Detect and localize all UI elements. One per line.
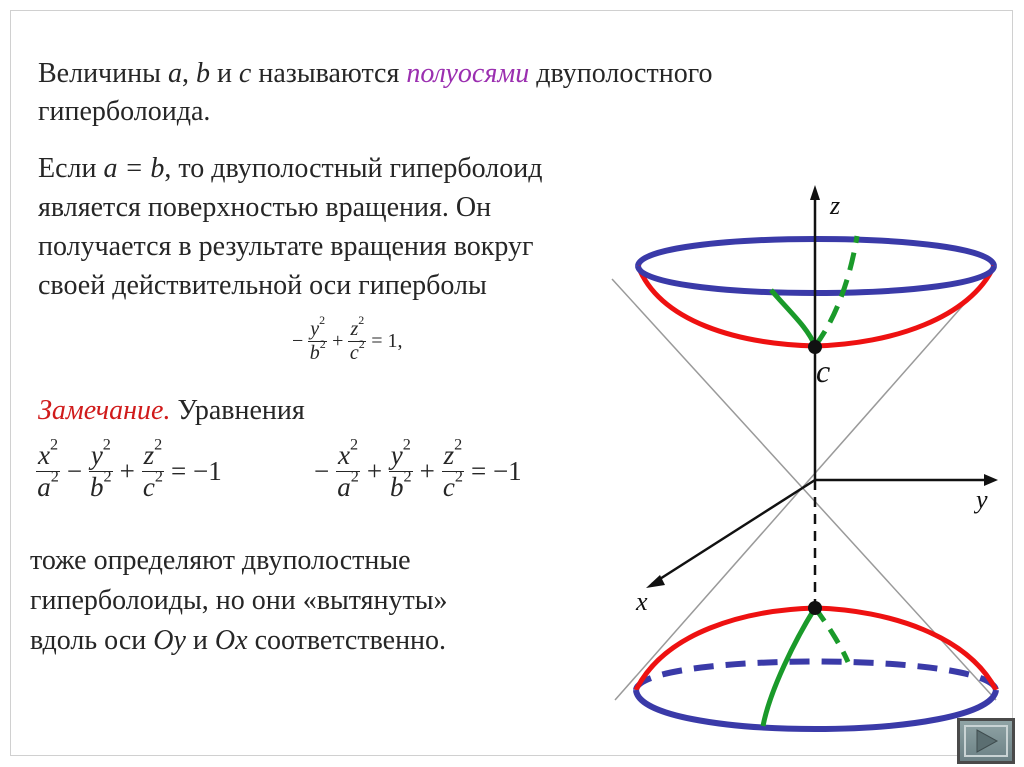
den-b: b — [390, 472, 404, 502]
p1-text-3: двуполостного — [529, 58, 713, 89]
eq-plus: + — [332, 330, 344, 352]
paragraph-semiaxes — [38, 55, 712, 93]
frac-x2-a2 — [36, 435, 60, 503]
play-next-icon — [957, 718, 1015, 764]
den-c: c — [349, 342, 359, 364]
exp: 2 — [358, 313, 365, 328]
op-lead-minus: − — [314, 456, 330, 486]
exp: 2 — [50, 467, 59, 486]
axis-oy: Oy — [153, 625, 186, 656]
axis-ox: Ox — [214, 625, 248, 656]
lower-meridian-back — [815, 608, 848, 662]
paragraph-rotation-line4: своей действительной оси гиперболы — [38, 270, 487, 301]
frac-y2-b2 — [389, 435, 413, 503]
y-axis-label: y — [976, 485, 988, 514]
lower-sheet-surface — [636, 608, 996, 690]
next-slide-button[interactable] — [957, 718, 1015, 764]
exp: 2 — [350, 467, 359, 486]
num-z: z — [443, 440, 455, 470]
equation-stretched-ox — [314, 435, 522, 503]
exp: 2 — [49, 435, 59, 454]
lower-vertex-point — [808, 601, 822, 615]
frac-z2-c2 — [348, 313, 366, 365]
num-y: y — [310, 318, 320, 340]
var-c: c — [238, 58, 252, 89]
op-minus: − — [66, 456, 83, 486]
lower-rim-front — [636, 690, 996, 729]
p1-text-1: Величины — [38, 58, 168, 89]
z-axis-arrow — [810, 185, 820, 200]
p1-comma: , — [181, 58, 196, 89]
exp: 2 — [154, 435, 163, 454]
exp: 2 — [358, 337, 365, 352]
exp: 2 — [454, 435, 463, 454]
eq-rhs: = 1, — [371, 330, 403, 352]
p3-text-c: соответственно. — [247, 625, 447, 656]
op-plus: + — [366, 456, 383, 486]
frac-z2-c2 — [442, 435, 465, 503]
op-plus: + — [419, 456, 435, 486]
eq-minus: − — [292, 330, 304, 352]
num-z: z — [350, 318, 359, 340]
num-y: y — [390, 440, 403, 470]
frac-z2-c2 — [142, 435, 165, 503]
p1-text-2: называются — [251, 58, 407, 89]
remark-text: Уравнения — [170, 395, 305, 426]
p3-text-b: и — [185, 625, 215, 656]
remark-label: Замечание. — [38, 395, 171, 426]
num-z: z — [143, 440, 155, 470]
paragraph-semiaxes-line2: гиперболоида. — [38, 96, 211, 127]
var-a: a — [167, 58, 182, 89]
upper-meridian-front — [771, 290, 815, 346]
op-plus: + — [119, 456, 135, 486]
num-y: y — [90, 440, 103, 470]
exp: 2 — [319, 313, 326, 328]
z-axis-label: z — [830, 191, 841, 220]
den-c: c — [142, 472, 155, 502]
exp: 2 — [454, 467, 463, 486]
den-a: a — [37, 472, 51, 502]
exp: 2 — [349, 435, 359, 454]
exp: 2 — [403, 467, 412, 486]
lower-rim-back — [636, 662, 996, 691]
x-axis-label: x — [636, 587, 648, 616]
hyperbola-equation — [292, 313, 403, 365]
frac-y2-b2 — [308, 313, 327, 365]
op-rhs: = −1 — [470, 456, 522, 486]
paragraph-rotation-line3: получается в результате вращения вокруг — [38, 231, 534, 262]
condition-a-equals-b: a = b — [103, 153, 165, 184]
den-a: a — [337, 472, 351, 502]
exp: 2 — [154, 467, 163, 486]
exp: 2 — [402, 435, 411, 454]
op-rhs: = −1 — [170, 456, 222, 486]
exp: 2 — [102, 435, 111, 454]
paragraph-rotation-line1 — [38, 150, 542, 188]
p2-text-1: Если — [38, 153, 104, 184]
den-b: b — [309, 342, 320, 364]
frac-y2-b2 — [89, 435, 113, 503]
paragraph-stretched-line2: гиперболоиды, но они «вытянуты» — [30, 585, 448, 616]
equation-stretched-oy — [36, 435, 222, 503]
den-b: b — [90, 472, 104, 502]
x-axis — [652, 480, 815, 584]
paragraph-rotation-line2: является поверхностью вращения. Он — [38, 192, 492, 223]
num-x: x — [38, 440, 50, 470]
term-semiaxes: полуосями — [406, 58, 530, 89]
vertex-c-label: c — [816, 353, 831, 389]
frac-x2-a2 — [336, 435, 360, 503]
num-x: x — [337, 440, 350, 470]
p2-text-2: , то двуполостный гиперболоид — [164, 153, 543, 184]
p1-and: и — [209, 58, 239, 89]
paragraph-stretched-line1: тоже определяют двуполостные — [30, 545, 411, 576]
p3-text-a: вдоль оси — [30, 625, 154, 656]
paragraph-stretched-line3 — [30, 622, 446, 660]
lower-meridian-front — [763, 608, 815, 726]
hyperboloid-figure — [600, 180, 1010, 740]
exp: 2 — [319, 337, 326, 352]
var-b: b — [195, 58, 210, 89]
exp: 2 — [103, 467, 112, 486]
upper-vertex-point — [808, 340, 822, 354]
remark-line — [38, 392, 305, 430]
den-c: c — [442, 472, 455, 502]
